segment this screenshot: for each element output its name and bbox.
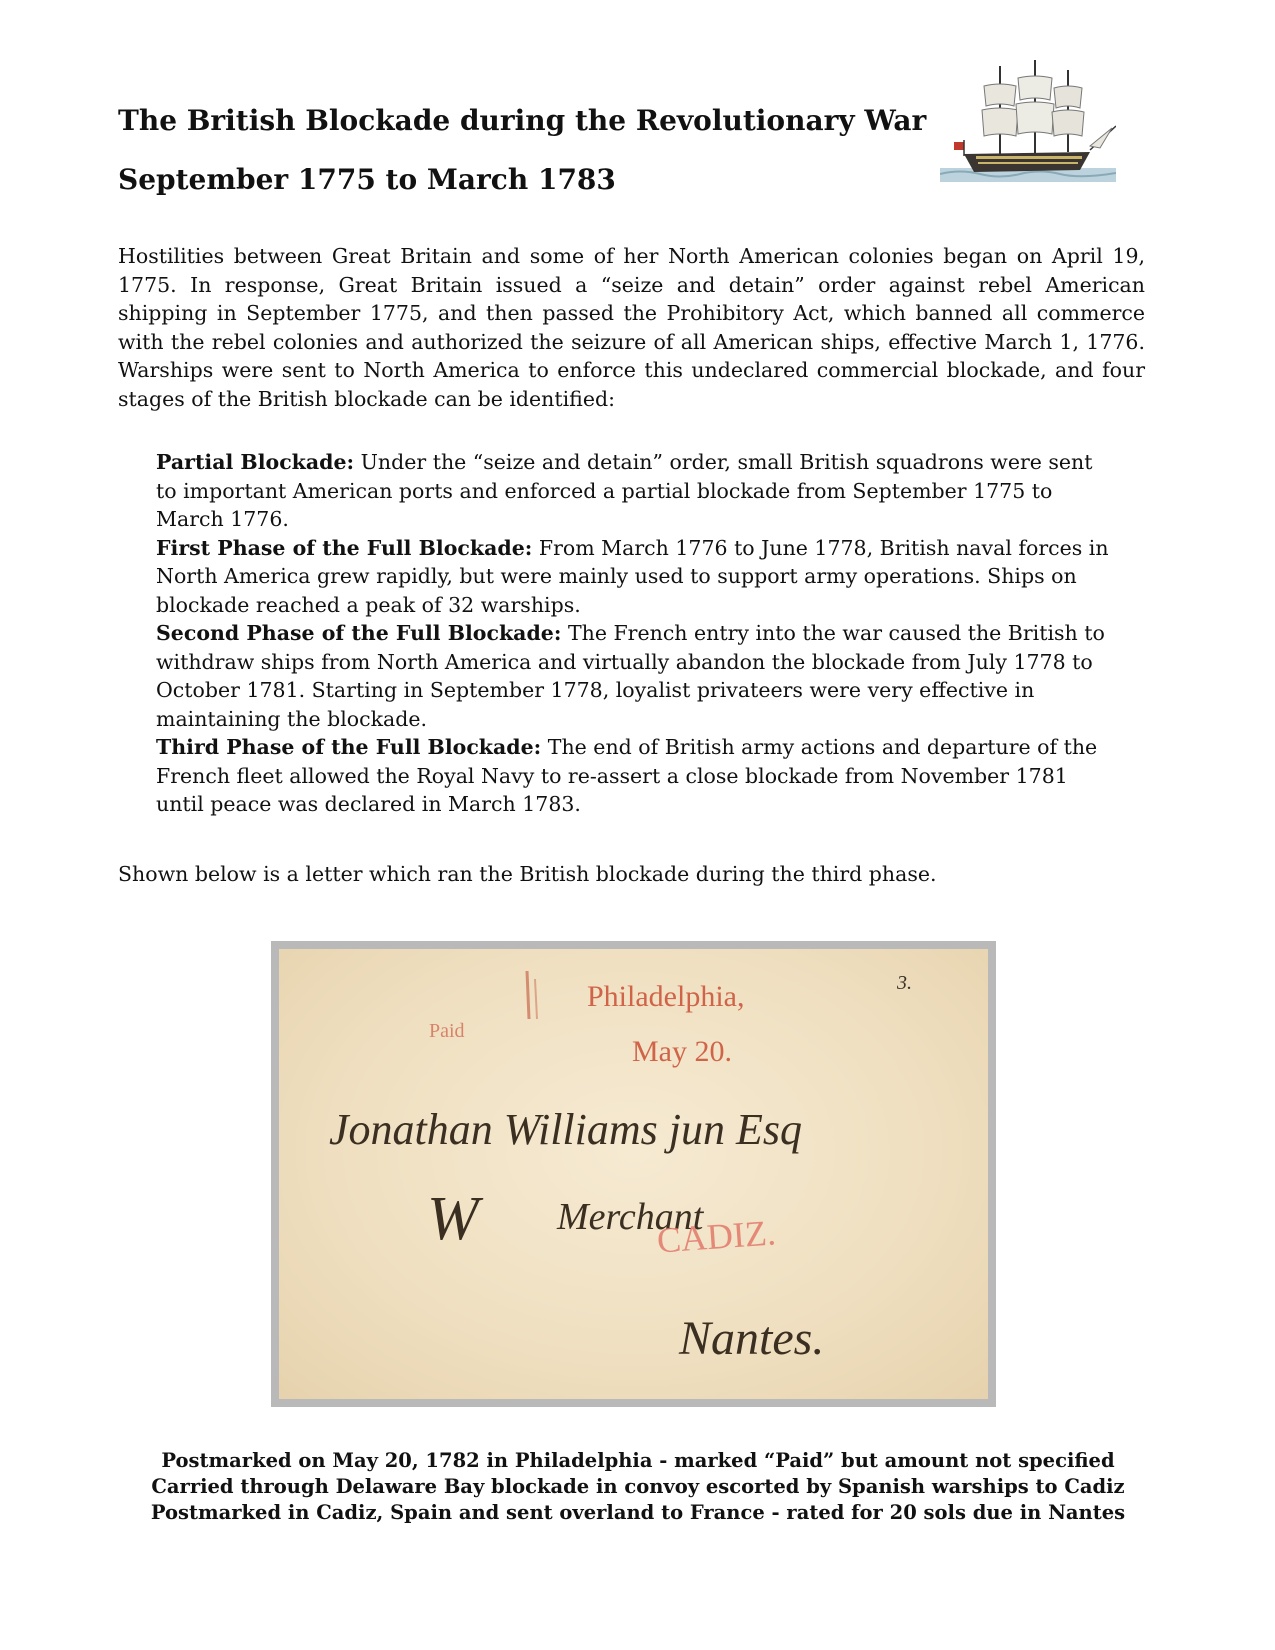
partial-strike-mark [535,979,537,1019]
blockade-stages-list [156,448,1116,819]
cover-caption [120,1448,1156,1526]
addressee-initial: W [427,1185,479,1253]
merchant-handwriting: Merchant [557,1196,704,1238]
cadiz-postmark: CADIZ. [655,1212,778,1261]
page-subtitle-dates: September 1775 to March 1783 [118,163,616,196]
stage-text: From March 1776 to June 1778, British naval forces in North America grew rapidly, but were mainly used to support army operations. Ships on blockade reached a peak of 32 warships. [156,535,1109,617]
paid-handstamp: Paid [429,1020,465,1042]
stage-text: The end of British army actions and departure of the French fleet allowed the Royal Navy to re-assert a close blockade from November 1781 until peace was declared in March 1783. [156,735,1098,816]
stage-heading: Second Phase of the Full Blockade: [156,621,562,645]
addressee-handwriting: Jonathan Williams jun Esq [329,1105,802,1154]
stage-third-phase [156,733,1116,819]
letter-cover-image [271,941,996,1407]
caption-line: Postmarked on May 20, 1782 in Philadelphia - marked “Paid” but amount not specified [161,1449,1115,1472]
caption-line: Carried through Delaware Bay blockade in convoy escorted by Spanish warships to Cadiz [151,1475,1125,1498]
stage-heading: Partial Blockade: [156,450,355,474]
date-postmark: May 20. [632,1035,732,1068]
stage-text: The French entry into the war caused the British to withdraw ships from North America and virtually abandon the blockade from July 1778 to October 1781. Starting in September 1778, loyalist privateers were very effective in maintaining the blockade. [156,621,1105,731]
letter-cover-markings [279,949,988,1399]
page-title: The British Blockade during the Revolutionary War [118,104,927,137]
partial-strike-mark [527,971,529,1019]
sailing-warship-image [940,56,1116,192]
stage-heading: Third Phase of the Full Blockade: [156,735,542,759]
stage-first-phase [156,534,1116,620]
caption-line: Postmarked in Cadiz, Spain and sent overland to France - rated for 20 sols due in Nantes [150,1501,1126,1524]
stage-second-phase [156,619,1116,733]
philadelphia-postmark: Philadelphia, [587,980,745,1013]
intro-paragraph: Hostilities between Great Britain and some of her North American colonies began on April 19, 1775. In response, Great Britain issued a “seize and detain” order against rebel American shipping in September 1775, and then passed the Prohibitory Act, which banned all commerce with the rebel colonies and authorized the seizure of all American ships, effective March 1, 1776. Warships were sent to North America to enforce this undeclared commercial blockade, and four stages of the British blockade can be identified: [118,244,1145,411]
rate-marking: 3. [897,972,912,994]
letter-cover [279,949,988,1399]
stage-heading: First Phase of the Full Blockade: [156,535,533,560]
shown-below-text: Shown below is a letter which ran the British blockade during the third phase. [118,862,937,886]
stage-text: Under the “seize and detain” order, small British squadrons were sent to important American ports and enforced a partial blockade from September 1775 to March 1776. [156,450,1093,531]
destination-handwriting: Nantes. [679,1312,825,1365]
stage-partial-blockade [156,448,1116,534]
